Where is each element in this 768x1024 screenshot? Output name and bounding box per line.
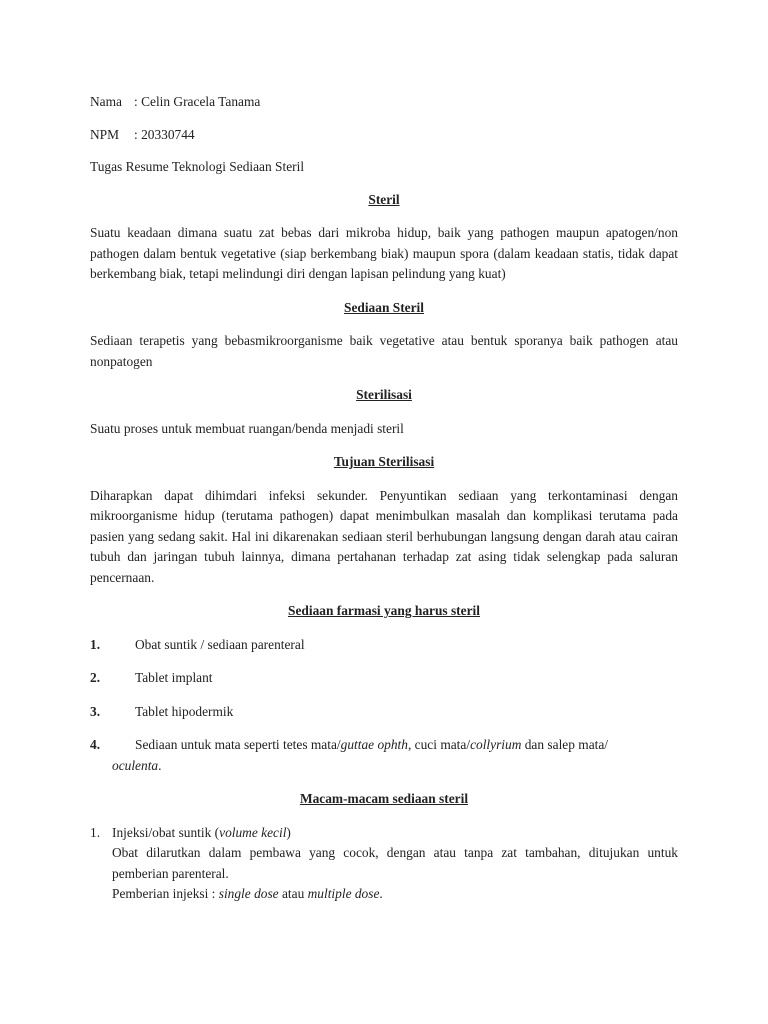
list-item-text: . bbox=[158, 757, 162, 773]
farmasi-list bbox=[90, 635, 678, 736]
list-item bbox=[90, 635, 678, 656]
list-item-text: , cuci mata/ bbox=[407, 737, 471, 752]
paragraph-tujuan-sterilisasi: Diharapkan dapat dihimdari infeksi sekunder. Penyuntikan sediaan yang terkontaminasi dengan mikroorganisme hidup (terutama pathogen) dapat menimbulkan masalah dan komplikasi terutama pada pasien yang sedang sakit. Hal ini dikarenakan sediaan steril berhubungan langsung dengan darah atau cairan tubuh dan jaringan tubuh lainnya, dimana pertahanan terhadap zat asing tidak selengkap pada saluran pencernaan. bbox=[90, 487, 678, 585]
name-value: : Celin Gracela Tanama bbox=[134, 94, 261, 109]
list-item-text: Injeksi/obat suntik ( bbox=[112, 824, 220, 840]
list-item-italic: volume kecil bbox=[219, 824, 287, 840]
task-title: Tugas Resume Teknologi Sediaan Steril bbox=[90, 159, 305, 174]
list-item bbox=[90, 702, 678, 723]
paragraph-steril: Suatu keadaan dimana suatu zat bebas dari mikroba hidup, baik yang pathogen maupun apatogen/non pathogen dalam bentuk vegetative (siap berkembang biak) maupun spora (dalam keadaan statis, tidak dapat berkembang biak, tetapi melindungi diri dengan lapisan pelindung yang kuat) bbox=[90, 225, 678, 281]
list-number: 1. bbox=[90, 824, 101, 840]
heading-sediaan-farmasi: Sediaan farmasi yang harus steril bbox=[288, 603, 480, 618]
npm-line bbox=[90, 125, 678, 146]
document-page bbox=[90, 92, 678, 905]
heading-tujuan-sterilisasi: Tujuan Sterilisasi bbox=[333, 454, 435, 469]
npm-value: : 20330744 bbox=[134, 126, 195, 142]
heading-sterilisasi: Sterilisasi bbox=[356, 387, 412, 402]
paragraph-sterilisasi: Suatu proses untuk membuat ruangan/benda menjadi steril bbox=[90, 420, 404, 436]
dose-italic: single dose bbox=[218, 886, 279, 901]
list-number: 4. bbox=[90, 737, 101, 752]
list-item-text: Obat suntik / sediaan parenteral bbox=[135, 636, 305, 652]
list-item-text: Sediaan untuk mata seperti tetes mata/ bbox=[135, 737, 341, 752]
dose-text: Pemberian injeksi : bbox=[112, 886, 219, 901]
list-item-dose bbox=[90, 884, 678, 905]
list-item bbox=[90, 668, 678, 689]
list-item-text: Tablet implant bbox=[135, 670, 213, 685]
list-item-text: dan salep mata/ bbox=[521, 737, 609, 752]
heading-steril: Steril bbox=[368, 191, 400, 207]
list-item-italic: collyrium bbox=[470, 737, 522, 752]
paragraph-sediaan-steril: Sediaan terapetis yang bebasmikroorganisme baik vegetative atau bentuk sporanya baik pathogen atau nonpatogen bbox=[90, 333, 678, 369]
name-label: Nama bbox=[90, 94, 122, 109]
list-item-italic: oculenta bbox=[112, 757, 159, 773]
list-item-text: Tablet hipodermik bbox=[135, 703, 234, 719]
list-item-description: Obat dilarutkan dalam pembawa yang cocok, dengan atau tanpa zat tambahan, ditujukan untuk pemberian parenteral. bbox=[112, 845, 678, 881]
dose-text: . bbox=[379, 886, 383, 901]
heading-sediaan-steril: Sediaan Steril bbox=[344, 299, 424, 315]
list-item bbox=[90, 735, 678, 776]
list-item-italic: guttae ophth bbox=[340, 737, 408, 752]
list-item bbox=[90, 823, 678, 844]
heading-macam-sediaan: Macam-macam sediaan steril bbox=[299, 791, 469, 806]
name-line bbox=[90, 92, 678, 113]
npm-label: NPM bbox=[90, 126, 120, 142]
list-number: 1. bbox=[90, 636, 101, 652]
macam-list bbox=[90, 823, 678, 905]
dose-text: atau bbox=[278, 886, 308, 901]
list-number: 3. bbox=[90, 703, 101, 719]
list-item-text: ) bbox=[286, 824, 291, 840]
dose-italic: multiple dose bbox=[307, 886, 380, 901]
list-number: 2. bbox=[90, 670, 101, 685]
